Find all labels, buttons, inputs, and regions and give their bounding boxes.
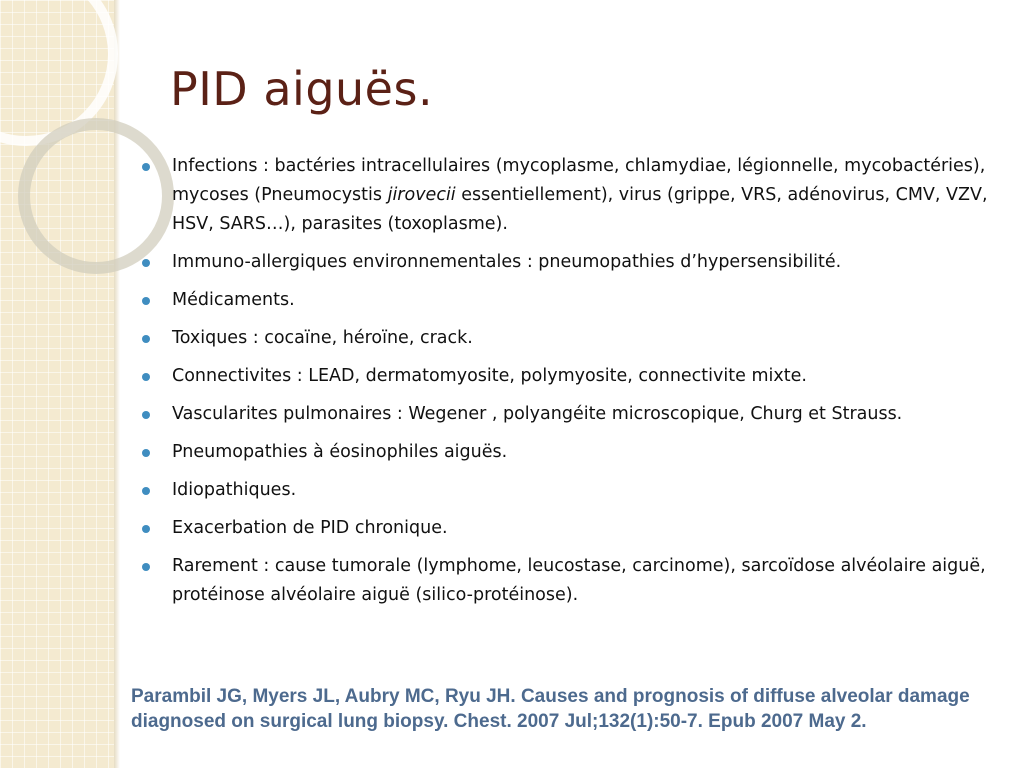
list-item-text: Toxiques : cocaïne, héroïne, crack. bbox=[172, 328, 473, 348]
bullet-dot-icon bbox=[142, 525, 150, 533]
list-item-eosinophiles bbox=[140, 438, 1006, 467]
bullet-dot-icon bbox=[142, 259, 150, 267]
list-item-medicaments bbox=[140, 286, 1006, 315]
list-item-text: Immuno-allergiques environnementales : pneumopathies d’hypersensibilité. bbox=[172, 252, 842, 272]
list-item-text: Exacerbation de PID chronique. bbox=[172, 518, 448, 538]
list-item-text: Rarement : cause tumorale (lymphome, leucostase, carcinome), sarcoïdose alvéolaire aiguë, protéinose alvéolaire aiguë (silico-protéinose). bbox=[172, 556, 986, 605]
bullet-dot-icon bbox=[142, 563, 150, 571]
list-item-text: Médicaments. bbox=[172, 290, 295, 310]
side-panel-edge bbox=[114, 0, 120, 768]
list-item-idiopathiques bbox=[140, 476, 1006, 505]
bullet-dot-icon bbox=[142, 163, 150, 171]
bullet-list bbox=[140, 152, 1006, 619]
list-item-text: Pneumopathies à éosinophiles aiguës. bbox=[172, 442, 508, 462]
list-item-immuno-allergiques bbox=[140, 248, 1006, 277]
list-item-text: Connectivites : LEAD, dermatomyosite, polymyosite, connectivite mixte. bbox=[172, 366, 807, 386]
bullet-dot-icon bbox=[142, 297, 150, 305]
bullet-dot-icon bbox=[142, 373, 150, 381]
list-item-text: Idiopathiques. bbox=[172, 480, 297, 500]
list-item-text: Vascularites pulmonaires : Wegener , polyangéite microscopique, Churg et Strauss. bbox=[172, 404, 903, 424]
citation-reference: Parambil JG, Myers JL, Aubry MC, Ryu JH. Causes and prognosis of diffuse alveolar damage diagnosed on surgical lung biopsy. Chest. 2007 Jul;132(1):50-7. Epub 2007 May 2. bbox=[131, 686, 970, 732]
bullet-dot-icon bbox=[142, 411, 150, 419]
list-item-vascularites bbox=[140, 400, 1006, 429]
list-item-text: Infections : bactéries intracellulaires (mycoplasme, chlamydiae, légionnelle, mycobactéries), mycoses (Pneumocystis bbox=[172, 156, 986, 205]
bullet-dot-icon bbox=[142, 449, 150, 457]
list-item-infections bbox=[140, 152, 1006, 239]
slide-title: PID aiguës. bbox=[170, 62, 434, 116]
list-item-connectivites bbox=[140, 362, 1006, 391]
list-item-italic-text: jirovecii bbox=[387, 185, 456, 205]
list-item-exacerbation bbox=[140, 514, 1006, 543]
bullet-dot-icon bbox=[142, 335, 150, 343]
bullet-dot-icon bbox=[142, 487, 150, 495]
list-item-rarement bbox=[140, 552, 1006, 610]
list-item-toxiques bbox=[140, 324, 1006, 353]
list-item-text: essentiellement), virus (grippe, VRS, adénovirus, CMV, VZV, HSV, SARS…), parasites (toxoplasme). bbox=[172, 185, 988, 234]
